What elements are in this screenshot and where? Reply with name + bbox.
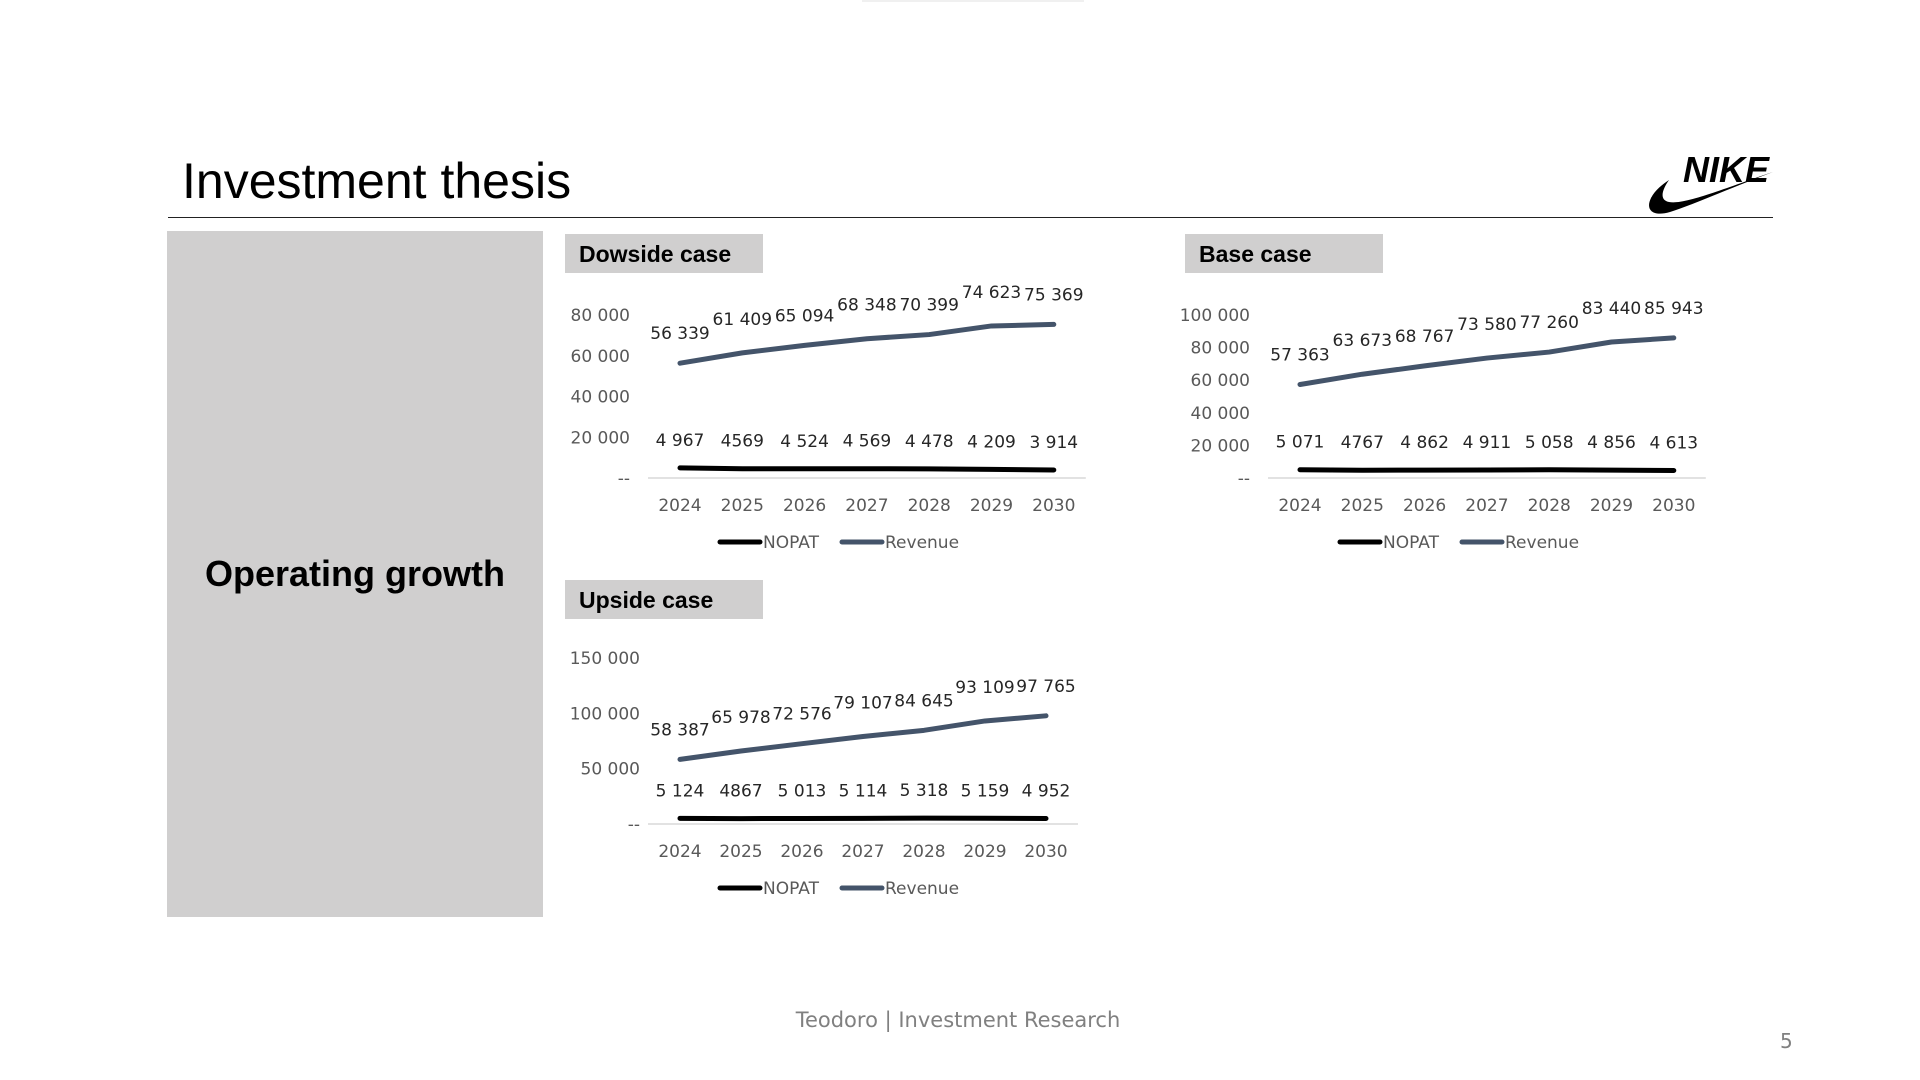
legend-nopat-label: NOPAT <box>763 533 819 553</box>
y-tick-label: 40 000 <box>1190 403 1250 424</box>
chart-legend <box>720 879 959 899</box>
revenue-data-label: 77 260 <box>1519 313 1579 334</box>
x-tick-label: 2027 <box>841 842 885 862</box>
nopat-point <box>866 468 867 469</box>
footer-text: Teodoro | Investment Research <box>795 1008 1121 1032</box>
nopat-data-label: 4 613 <box>1649 433 1699 454</box>
nopat-point <box>741 818 742 819</box>
nopat-point <box>1362 470 1363 471</box>
nopat-data-label: 4 209 <box>967 432 1016 453</box>
revenue-data-label: 68 348 <box>837 295 897 316</box>
nopat-data-label: 5 318 <box>899 781 949 802</box>
x-tick-label: 2026 <box>780 842 824 862</box>
revenue-point <box>742 352 743 353</box>
nopat-point <box>680 467 681 468</box>
nopat-point <box>802 818 803 819</box>
y-tick-label: 100 000 <box>1180 306 1250 326</box>
revenue-data-label: 85 943 <box>1644 298 1704 319</box>
nopat-data-label: 4 967 <box>655 430 705 451</box>
nopat-data-label: 5 013 <box>777 781 827 802</box>
nopat-point <box>742 468 743 469</box>
y-tick-label: 80 000 <box>1190 338 1250 359</box>
nopat-point <box>924 818 925 819</box>
revenue-data-label: 73 580 <box>1457 315 1517 336</box>
y-tick-label: 60 000 <box>1190 371 1250 392</box>
x-tick-label: 2026 <box>1402 496 1447 516</box>
chart-legend <box>720 533 959 553</box>
nopat-data-label: 4569 <box>720 431 764 452</box>
y-tick-label: 40 000 <box>570 387 630 408</box>
downside-case-header <box>565 234 763 273</box>
revenue-point <box>802 743 803 744</box>
y-tick-label: -- <box>1237 469 1250 489</box>
x-tick-label: 2025 <box>720 496 764 516</box>
x-tick-label: 2029 <box>963 842 1007 862</box>
x-tick-label: 2027 <box>845 496 889 516</box>
revenue-point <box>863 736 864 737</box>
x-tick-label: 2029 <box>969 496 1014 516</box>
logo-wordmark: NIKE <box>1683 149 1770 190</box>
nopat-data-label: 5 114 <box>838 781 888 802</box>
legend-revenue-label: Revenue <box>1505 533 1580 553</box>
upside-case-header <box>565 580 763 619</box>
revenue-point <box>1300 384 1301 385</box>
nopat-data-label: 4 952 <box>1021 781 1071 802</box>
y-tick-label: 20 000 <box>1190 436 1250 457</box>
x-tick-label: 2026 <box>782 496 827 516</box>
revenue-data-label: 57 363 <box>1270 345 1330 366</box>
revenue-data-label: 56 339 <box>650 324 710 345</box>
y-tick-label: 50 000 <box>580 759 640 780</box>
revenue-data-label: 70 399 <box>899 295 959 316</box>
nopat-point <box>1046 818 1047 819</box>
nopat-point <box>1673 470 1674 471</box>
x-tick-label: 2030 <box>1652 496 1696 516</box>
revenue-point <box>991 325 992 326</box>
nopat-point <box>1053 470 1054 471</box>
y-tick-label: -- <box>627 815 640 835</box>
nopat-point <box>929 468 930 469</box>
x-tick-label: 2025 <box>719 842 763 862</box>
revenue-point <box>1053 324 1054 325</box>
base-chart-svg <box>1180 280 1720 560</box>
upside-chart-svg <box>560 626 1100 906</box>
revenue-data-label: 97 765 <box>1016 676 1076 697</box>
nopat-data-label: 4 862 <box>1400 433 1449 454</box>
nopat-data-label: 4767 <box>1340 433 1384 454</box>
revenue-point <box>804 345 805 346</box>
revenue-data-label: 93 109 <box>955 677 1015 698</box>
x-tick-label: 2024 <box>658 842 702 862</box>
revenue-series-line <box>680 324 1054 363</box>
revenue-point <box>1362 374 1363 375</box>
nopat-point <box>680 818 681 819</box>
nopat-data-label: 4 856 <box>1587 433 1636 454</box>
nike-logo <box>1645 146 1775 216</box>
nopat-data-label: 5 124 <box>655 781 705 802</box>
revenue-data-label: 65 094 <box>774 306 835 327</box>
revenue-point <box>1486 358 1487 359</box>
title-divider <box>168 217 1773 218</box>
page-number: 5 <box>1780 1029 1793 1053</box>
downside-chart-svg <box>560 280 1100 560</box>
revenue-point <box>680 759 681 760</box>
revenue-point <box>1673 337 1674 338</box>
y-tick-label: 20 000 <box>570 428 630 449</box>
nopat-data-label: 3 914 <box>1029 433 1079 454</box>
revenue-data-label: 58 387 <box>650 720 710 741</box>
downside-chart <box>560 280 1100 560</box>
nopat-data-label: 4 911 <box>1462 432 1512 453</box>
revenue-point <box>924 730 925 731</box>
side-panel <box>167 231 543 917</box>
x-tick-label: 2028 <box>907 496 951 516</box>
revenue-point <box>1424 365 1425 366</box>
y-tick-label: 150 000 <box>569 649 640 669</box>
revenue-point <box>866 338 867 339</box>
nopat-point <box>1300 469 1301 470</box>
nopat-data-label: 4 569 <box>842 431 892 452</box>
base-case-header <box>1185 234 1383 273</box>
revenue-point <box>680 363 681 364</box>
base-case-title: Base case <box>1199 241 1312 267</box>
nopat-point <box>804 468 805 469</box>
x-tick-label: 2030 <box>1032 496 1076 516</box>
revenue-data-label: 75 369 <box>1024 285 1084 306</box>
legend-revenue-label: Revenue <box>885 879 960 899</box>
x-tick-label: 2024 <box>1278 496 1322 516</box>
x-tick-label: 2028 <box>902 842 946 862</box>
x-tick-label: 2024 <box>658 496 702 516</box>
nopat-data-label: 5 159 <box>960 781 1010 802</box>
nopat-point <box>1486 469 1487 470</box>
upside-chart <box>560 626 1100 906</box>
revenue-point <box>741 750 742 751</box>
upside-case-title: Upside case <box>579 587 714 613</box>
y-tick-label: 60 000 <box>570 346 630 367</box>
nopat-point <box>1549 469 1550 470</box>
nopat-data-label: 4 524 <box>780 431 829 452</box>
nopat-data-label: 5 071 <box>1275 432 1325 453</box>
revenue-data-label: 65 978 <box>711 707 771 728</box>
revenue-data-label: 61 409 <box>712 309 773 330</box>
page-title: Investment thesis <box>182 153 572 209</box>
nopat-data-label: 4867 <box>719 781 763 802</box>
footer <box>0 1008 1920 1032</box>
revenue-data-label: 63 673 <box>1332 331 1393 352</box>
legend-nopat-label: NOPAT <box>763 879 819 899</box>
legend-revenue-label: Revenue <box>885 533 960 553</box>
nopat-point <box>985 818 986 819</box>
top-strip <box>862 0 1084 2</box>
revenue-point <box>985 720 986 721</box>
revenue-point <box>1611 341 1612 342</box>
revenue-data-label: 84 645 <box>894 691 954 712</box>
revenue-data-label: 68 767 <box>1394 326 1455 347</box>
revenue-data-label: 79 107 <box>833 693 893 714</box>
revenue-point <box>1046 715 1047 716</box>
x-tick-label: 2027 <box>1465 496 1509 516</box>
revenue-data-label: 74 623 <box>961 282 1022 303</box>
y-tick-label: -- <box>617 469 630 489</box>
side-label: Operating growth <box>205 553 505 594</box>
x-tick-label: 2028 <box>1527 496 1571 516</box>
nopat-point <box>863 818 864 819</box>
x-tick-label: 2030 <box>1024 842 1068 862</box>
nopat-point <box>991 469 992 470</box>
base-chart <box>1180 280 1720 560</box>
chart-legend <box>1340 533 1579 553</box>
x-tick-label: 2025 <box>1340 496 1384 516</box>
nopat-point <box>1611 470 1612 471</box>
revenue-point <box>1549 352 1550 353</box>
nopat-data-label: 4 478 <box>904 431 954 452</box>
y-tick-label: 100 000 <box>569 704 640 725</box>
revenue-point <box>929 334 930 335</box>
downside-case-title: Dowside case <box>579 241 732 267</box>
legend-nopat-label: NOPAT <box>1383 533 1439 553</box>
revenue-data-label: 72 576 <box>772 704 832 725</box>
revenue-data-label: 83 440 <box>1581 298 1642 319</box>
nopat-data-label: 5 058 <box>1524 432 1574 453</box>
y-tick-label: 80 000 <box>570 306 630 326</box>
nopat-point <box>1424 470 1425 471</box>
x-tick-label: 2029 <box>1589 496 1634 516</box>
